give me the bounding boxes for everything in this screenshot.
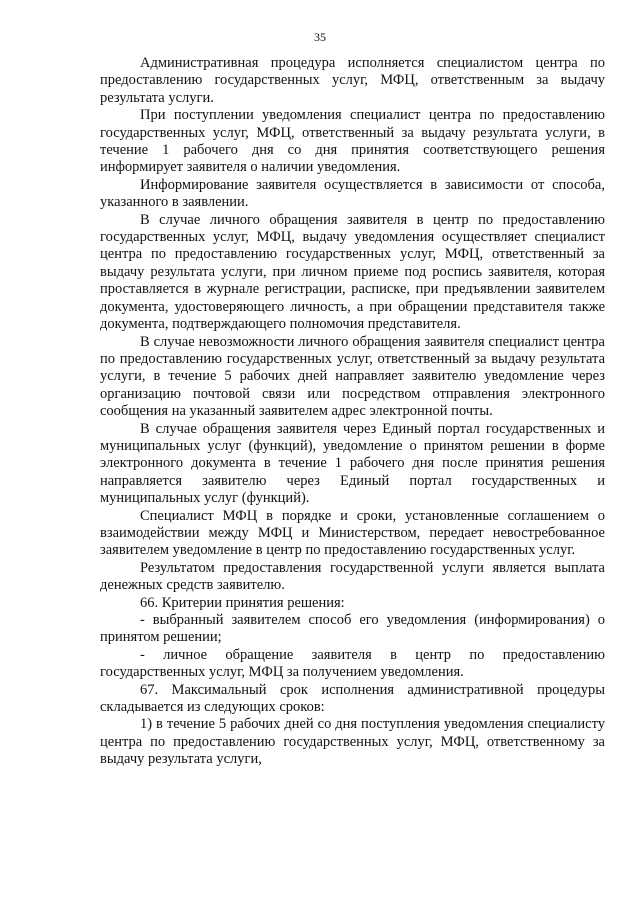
document-body <box>100 55 605 769</box>
paragraph-informing-method: Информирование заявителя осуществляется в зависимости от способа, указанного в заявлении. <box>100 176 605 211</box>
paragraph-term-item-1: 1) в течение 5 рабочих дней со дня поступления уведомления специалисту центра по предоставлению государственных услуг, МФЦ, ответственному за выдачу результата услуги, <box>100 716 605 768</box>
paragraph-personal-appeal: В случае личного обращения заявителя в центр по предоставлению государственных услуг, МФЦ, выдачу уведомления осуществляет специалист центра по предоставлению государственных услуг, МФЦ, ответственный за выдачу результата услуги, при личном приеме под роспись заявителя, которая проставляется в журнале регистрации, расписке, при предъявлении заявителем документа, удостоверяющего личность, а при обращении представителя также документа, подтверждающего полномочия представителя. <box>100 211 605 333</box>
paragraph-unclaimed-notification: Специалист МФЦ в порядке и сроки, установленные соглашением о взаимодействии между МФЦ и Министерством, передает невостребованное заявителем уведомление в центр по предоставлению государственных услуг. <box>100 507 605 559</box>
page-number: 35 <box>314 30 326 44</box>
paragraph-unified-portal: В случае обращения заявителя через Единый портал государственных и муниципальных услуг (функций), уведомление о принятом решении в форме электронного документа в течение 1 рабочего дня после принятия решения направляется заявителю через Единый портал государственных и муниципальных услуг (функций). <box>100 420 605 507</box>
paragraph-decision-criteria-heading: 66. Критерии принятия решения: <box>140 594 345 611</box>
paragraph-service-result: Результатом предоставления государственной услуги является выплата денежных средств заявителю. <box>100 559 605 594</box>
paragraph-procedure-executor: Административная процедура исполняется специалистом центра по предоставлению государственных услуг, МФЦ, ответственным за выдачу результата услуги. <box>100 55 605 106</box>
paragraph-notification-receipt: При поступлении уведомления специалист центра по предоставлению государственных услуг, МФЦ, ответственный за выдачу результата услуги, в течение 1 рабочего дня со дня принятия соответствующего решения информирует заявителя о наличии уведомления. <box>100 107 605 176</box>
paragraph-criterion-personal-appeal: - личное обращение заявителя в центр по предоставлению государственных услуг, МФЦ за получением уведомления. <box>100 646 605 681</box>
paragraph-criterion-method: - выбранный заявителем способ его уведомления (информирования) о принятом решении; <box>100 612 605 646</box>
paragraph-no-personal-appeal: В случае невозможности личного обращения заявителя специалист центра по предоставлению государственных услуг, ответственный за выдачу результата услуги, в течение 5 рабочих дней направляет заявителю уведомление через организацию почтовой связи или посредством отправления электронного сообщения на указанный заявителем адрес электронной почты. <box>100 333 605 420</box>
paragraph-max-term-heading: 67. Максимальный срок исполнения административной процедуры складывается из следующих сроков: <box>100 681 605 716</box>
